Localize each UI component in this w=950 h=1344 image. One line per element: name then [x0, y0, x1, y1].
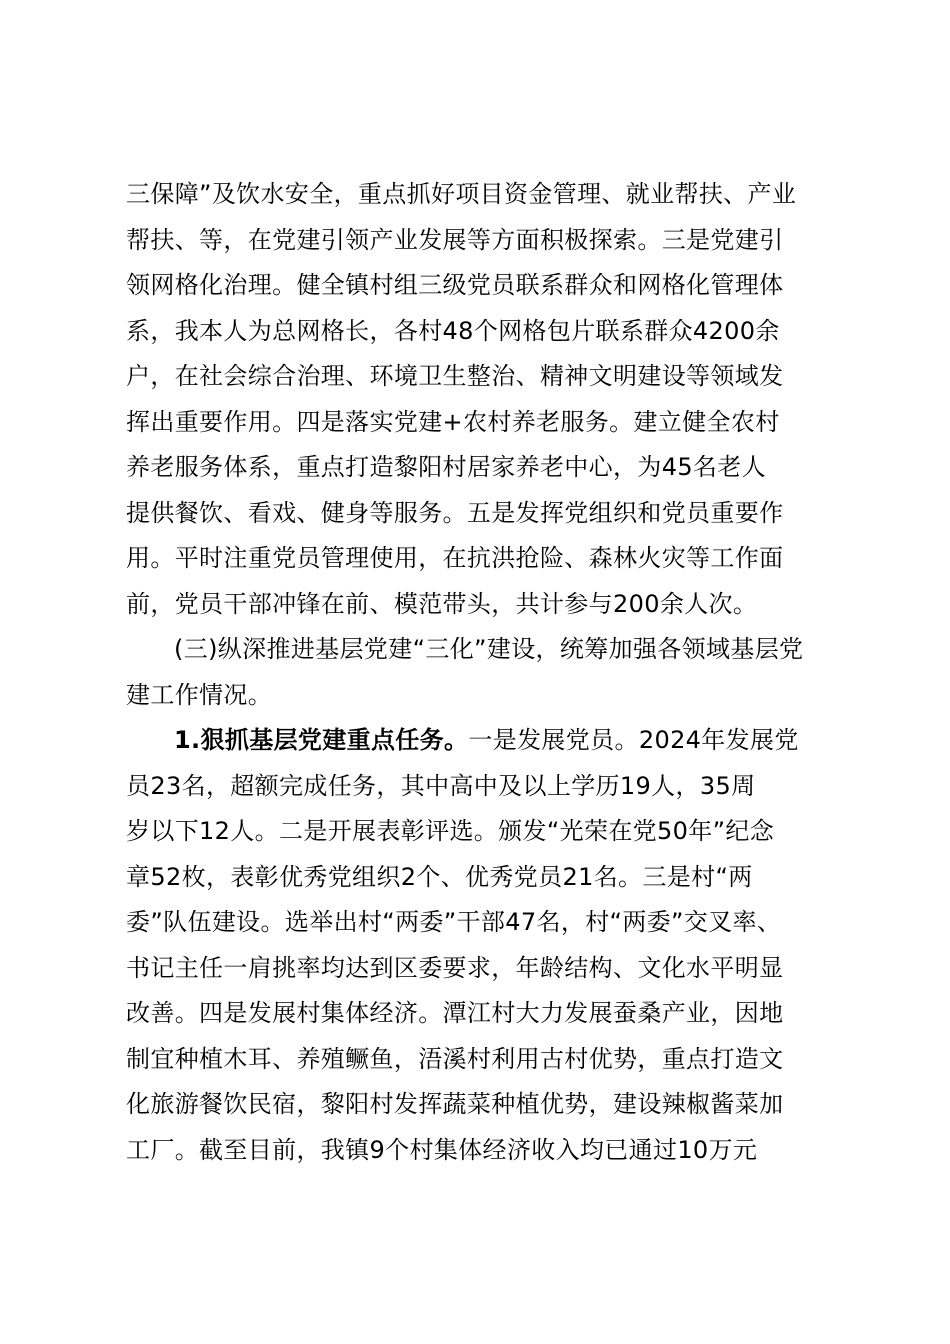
paragraph-line: 改善。四是发展村集体经济。潭江村大力发展蚕桑产业，因地 [126, 999, 784, 1027]
paragraph-line: 岁以下12人。二是开展表彰评选。颁发“光荣在党50年”纪念 [126, 817, 775, 845]
subheading-text: 一是发展党员。2024年发展党 [468, 726, 799, 754]
paragraph-line: 三保障”及饮水安全，重点抓好项目资金管理、就业帮扶、产业 [126, 180, 797, 208]
paragraph-line: 户，在社会综合治理、环境卫生整治、精神文明建设等领域发 [126, 362, 784, 390]
paragraph-line: 挥出重要作用。四是落实党建+农村养老服务。建立健全农村 [126, 407, 780, 436]
paragraph-line: 用。平时注重党员管理使用，在抗洪抢险、森林火灾等工作面 [126, 544, 784, 572]
paragraph-line: 养老服务体系，重点打造黎阳村居家养老中心，为45名老人 [126, 453, 766, 481]
paragraph-line: 工厂。截至目前，我镇9个村集体经济收入均已通过10万元 [126, 1135, 758, 1164]
paragraph-line: 书记主任一肩挑率均达到区委要求，年龄结构、文化水平明显 [126, 953, 784, 982]
paragraph-line: 化旅游餐饮民宿，黎阳村发挥蔬菜种植优势，建设辣椒酱菜加 [126, 1090, 784, 1118]
paragraph-line: 制宜种植木耳、养殖鳜鱼，浯溪村利用古村优势，重点打造文 [126, 1044, 784, 1073]
section-heading-line: (三)纵深推进基层党建“三化”建设，统筹加强各领域基层党 [174, 635, 804, 663]
paragraph-line: 系，我本人为总网格长，各村48个网格包片联系群众4200余 [126, 316, 780, 345]
body-text [126, 172, 826, 1173]
section-heading-line: 建工作情况。 [126, 680, 273, 709]
paragraph-line: 帮扶、等，在党建引领产业发展等方面积极探索。三是党建引 [126, 225, 784, 254]
paragraph-line: 章52枚，表彰优秀党组织2个、优秀党员21名。三是村“两 [126, 862, 753, 891]
paragraph-line: 员23名，超额完成任务，其中高中及以上学历19人，35周 [126, 771, 756, 800]
paragraph-line: 提供餐饮、看戏、健身等服务。五是发挥党组织和党员重要作 [126, 498, 784, 527]
paragraph-line: 前，党员干部冲锋在前、模范带头，共计参与200余人次。 [126, 589, 758, 618]
paragraph-line: 委”队伍建设。选举出村“两委”干部47名，村“两委”交叉率、 [126, 908, 782, 936]
subheading-line [126, 718, 826, 764]
subheading-bold: 1.狠抓基层党建重点任务。 [174, 726, 469, 754]
paragraph-line: 领网格化治理。健全镇村组三级党员联系群众和网格化管理体 [126, 271, 784, 299]
